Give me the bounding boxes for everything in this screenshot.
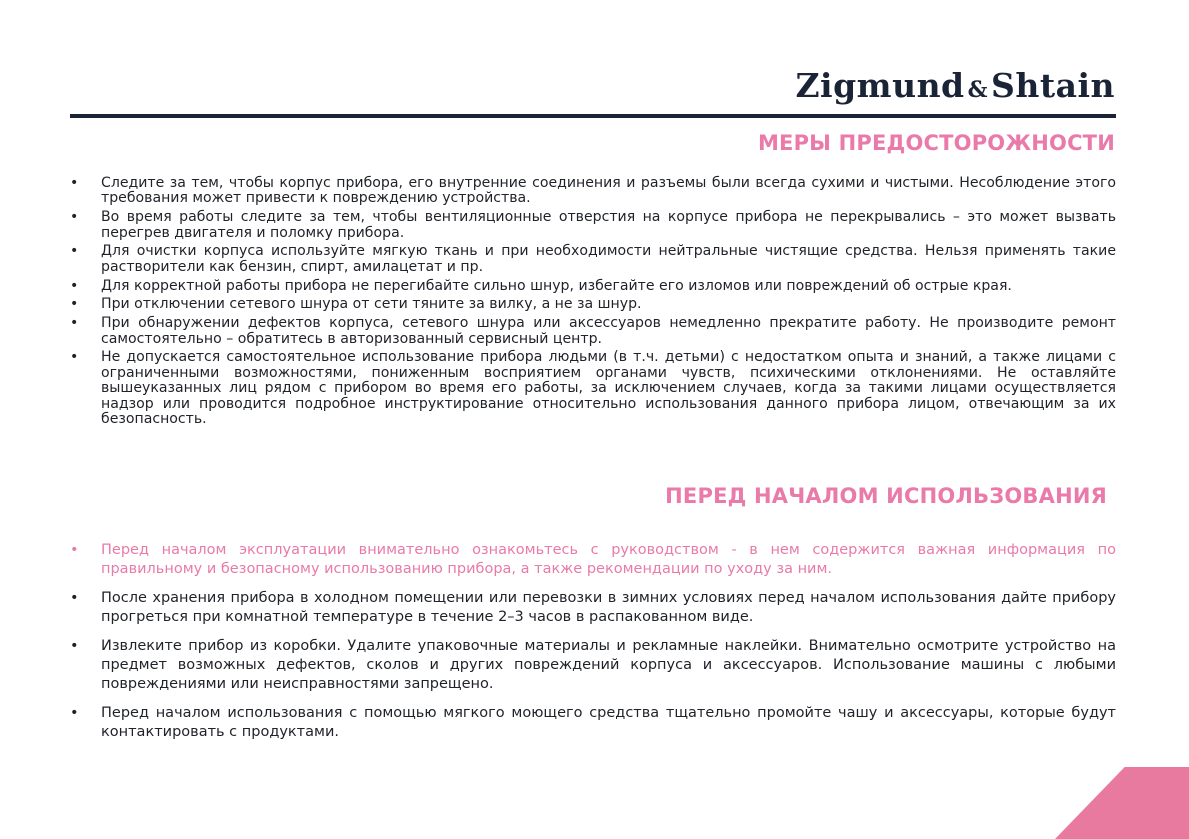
- section-title-precautions: МЕРЫ ПРЕДОСТОРОЖНОСТИ: [757, 131, 1115, 155]
- list-item: • Извлеките прибор из коробки. Удалите упаковочные материалы и рекламные наклейки. Внимательно осмотрите устройство на предмет возможных дефектов, сколов и других повреждений корпуса и аксессуаров. Использование машины с любыми повреждениями или неисправностями запрещено.: [70, 637, 1116, 694]
- list-item: • При обнаружении дефектов корпуса, сетевого шнура или аксессуаров немедленно прекратите работу. Не производите ремонт самостоятельно – обратитесь в авторизованный сервисный центр.: [70, 316, 1116, 347]
- brand-logo: [795, 66, 1115, 105]
- logo-ampersand: &: [967, 77, 989, 103]
- logo-text-main: Zigmund: [795, 66, 965, 105]
- list-item: • Для корректной работы прибора не перегибайте сильно шнур, избегайте его изломов или повреждений об острые края.: [70, 279, 1116, 294]
- precautions-list: [70, 176, 1116, 431]
- list-item: • Перед началом использования с помощью мягкого моющего средства тщательно промойте чашу и аксессуары, которые будут контактировать с продуктами.: [70, 704, 1116, 742]
- logo-text-tail: Shtain: [991, 66, 1115, 105]
- before-use-list: [70, 541, 1116, 752]
- header-divider: [70, 114, 1116, 118]
- list-item: • Для очистки корпуса используйте мягкую ткань и при необходимости нейтральные чистящие средства. Нельзя применять такие растворители как бензин, спирт, амилацетат и пр.: [70, 244, 1116, 275]
- list-item: • При отключении сетевого шнура от сети тяните за вилку, а не за шнур.: [70, 297, 1116, 312]
- list-item-highlight: • Перед началом эксплуатации внимательно ознакомьтесь с руководством - в нем содержится важная информация по правильному и безопасному использованию прибора, а также рекомендации по уходу за ним.: [70, 541, 1116, 579]
- corner-decoration: [1055, 767, 1189, 839]
- list-item: • Следите за тем, чтобы корпус прибора, его внутренние соединения и разъемы были всегда сухими и чистыми. Несоблюдение этого требования может привести к повреждению устройства.: [70, 176, 1116, 207]
- list-item: • Не допускается самостоятельное использование прибора людьми (в т.ч. детьми) с недостатком опыта и знаний, а также лицами с ограниченными возможностями, пониженным восприятием органами чувств, психическими отклонениями. Не оставляйте вышеуказанных лиц рядом с прибором во время его работы, за исключением случаев, когда за такими лицами осуществляется надзор или проводится подробное инструктирование относительно использования данного прибора лицом, отвечающим за их безопасность.: [70, 350, 1116, 427]
- section-title-before-use: ПЕРЕД НАЧАЛОМ ИСПОЛЬЗОВАНИЯ: [665, 484, 1107, 508]
- list-item: • После хранения прибора в холодном помещении или перевозки в зимних условиях перед началом использования дайте прибору прогреться при комнатной температуре в течение 2–3 часов в распакованном виде.: [70, 589, 1116, 627]
- list-item: • Во время работы следите за тем, чтобы вентиляционные отверстия на корпусе прибора не перекрывались – это может вызвать перегрев двигателя и поломку прибора.: [70, 210, 1116, 241]
